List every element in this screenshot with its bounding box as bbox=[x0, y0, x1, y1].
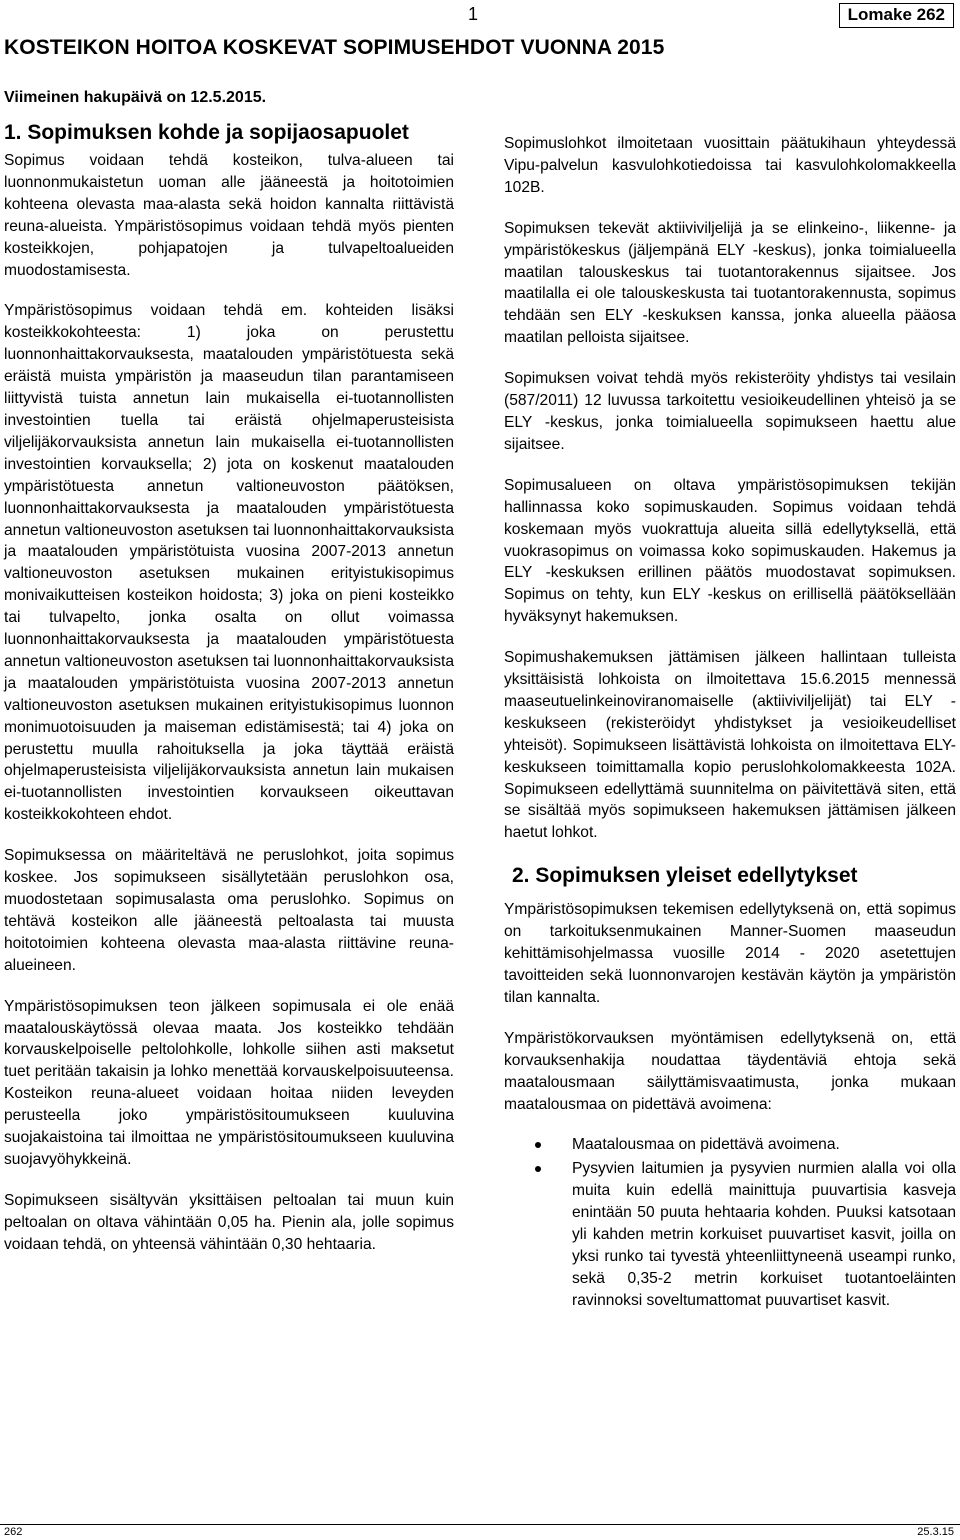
list-item: Maatalousmaa on pidettävä avoimena. bbox=[524, 1134, 956, 1156]
paragraph: Sopimukseen sisältyvän yksittäisen peltoalan tai muun kuin peltoalan on oltava vähintään 0,05 ha. Pienin ala, jolle sopimus voidaan tehdä, on yhteensä vähintään 0,30 hehtaaria. bbox=[4, 1191, 454, 1253]
page-number: 1 bbox=[468, 4, 479, 24]
right-column bbox=[504, 133, 956, 1314]
section-1-heading: 1. Sopimuksen kohde ja sopijaosapuolet bbox=[4, 121, 409, 144]
paragraph: Ympäristösopimuksen tekemisen edellytyksenä on, että sopimus on tarkoituksenmukainen Manner-Suomen maaseudun kehittämisohjelmassa vuosille 2014 - 2020 asetettujen tavoitteiden sekä luonnonvarojen kestävän käytön ja ympäristön tilan kannalta. bbox=[504, 901, 956, 1006]
left-column bbox=[4, 120, 454, 1275]
paragraph: Sopimusalueen on oltava ympäristösopimuksen tekijän hallinnassa koko sopimuskauden. Sopimus voidaan tehdä koskemaan myös vuokrattuja alueita sillä edellytyksellä, että vuokrasopimus on voimassa koko sopimuskauden. Hakemus ja ELY -keskuksen erillinen päätös muodostavat sopimuksen. Sopimus on tehty, kun ELY -keskus on erillisellä päätöksellään hyväksynyt hakemuksen. bbox=[504, 476, 956, 626]
paragraph: Sopimus voidaan tehdä kosteikon, tulva-alueen tai luonnonmukaistetun uoman alle jääneestä ja hoitotoimien kohteena olevasta maa-alasta sekä hoidon kannalta riittävistä reuna-alueista. Ympäristösopimus voidaan tehdä myös pienten kosteikkojen, pohjapatojen ja tulvapeltoalueiden muodostamisesta. bbox=[4, 152, 454, 279]
footer-form-number: 262 bbox=[4, 1526, 23, 1538]
last-application-date: Viimeinen hakupäivä on 12.5.2015. bbox=[4, 89, 267, 106]
document-title: KOSTEIKON HOITOA KOSKEVAT SOPIMUSEHDOT VUONNA 2015 bbox=[4, 36, 665, 59]
paragraph: Ympäristösopimuksen teon jälkeen sopimusala ei ole enää maatalouskäytössä olevaa maata. Jos kosteikko tehdään korvauskelpoiselle peltolohkolle, lohkolle siihen asti maksetut tuet peritään takaisin ja lohko menettää korvauskelpoisuuteensa. Kosteikon reuna-alueet voidaan hoitaa niiden leveyden perusteella joko ympäristösitoumukseen kuuluvina suojakaistoina tai ilmoittaa ne ympäristösitoumukseen kuuluvina suojavyöhykkeinä. bbox=[4, 997, 454, 1168]
section-2-heading: 2. Sopimuksen yleiset edellytykset bbox=[512, 864, 858, 888]
paragraph: Sopimuksen voivat tehdä myös rekisteröity yhdistys tai vesilain (587/2011) 12 luvussa tarkoitettu vesioikeudellinen yhteisö ja se ELY -keskus, jonka toimialueella sopimukseen haettu alue sijaitsee. bbox=[504, 370, 956, 453]
paragraph: Sopimushakemuksen jättämisen jälkeen hallintaan tulleista yksittäisistä lohkoista on ilmoitettava 15.6.2015 mennessä maaseutuelinkeinoviranomaiselle (aktiiviviljelijät) tai ELY -keskukseen (rekisteröidyt yhdistykset ja vesioikeudelliset yhteisöt). Sopimukseen lisättävistä lohkoista on ilmoitettava ELY-keskukseen toimittamalla kopio peruslohkolomakkeesta 102A. Sopimukseen edellyttämä suunnitelma on päivitettävä siten, että se sisältää myös sopimukseen hakemuksen jättämisen jälkeen haetut lohkot. bbox=[504, 649, 956, 842]
paragraph: Sopimuksessa on määriteltävä ne peruslohkot, joita sopimus koskee. Jos sopimukseen sisällytetään peruslohkon osa, muodostetaan sopimusalasta oma peruslohko. Sopimus on tehtävä kosteikon alle jääneestä peltoalasta tai muusta hoitotoimien kohteena olevasta maa-alasta riittävine reuna-alueineen. bbox=[4, 847, 454, 974]
paragraph: Sopimuksen tekevät aktiiviviljelijä ja se elinkeino-, liikenne- ja ympäristökeskus (jäljempänä ELY -keskus), jonka toimialueella maatilan talouskeskus tai tuotantorakennus sijaitsee. Jos maatilalla ei ole talouskeskusta tai tuotantorakennusta, sopimus tehdään sen ELY -keskuksen kanssa, jonka alueella pääosa maatilan pelloista sijaitsee. bbox=[504, 219, 956, 347]
paragraph: Ympäristökorvauksen myöntämisen edellytyksenä on, että korvauksenhakija noudattaa täydentäviä ehtoja sekä maatalousmaan säilyttämisvaatimusta, jonka mukaan maatalousmaa on pidettävä avoimena: bbox=[504, 1029, 956, 1113]
footer-date: 25.3.15 bbox=[917, 1526, 954, 1538]
form-label-box: Lomake 262 bbox=[839, 3, 954, 28]
paragraph: Sopimuslohkot ilmoitetaan vuosittain päätukihaun yhteydessä Vipu-palvelun kasvulohkotiedoissa tai kasvulohkolomakkeella 102B. bbox=[504, 135, 956, 196]
footer-divider bbox=[0, 1524, 960, 1525]
paragraph: Ympäristösopimus voidaan tehdä em. kohteiden lisäksi kosteikkokohteesta: 1) joka on perustettu luonnonhaittakorvauksesta, maatalouden ympäristötuesta sekä eräistä muista ympäristön ja maaseudun tilan parantamiseen liittyvistä tuista annetun lain mukaisella ei-tuotannollisten investointien tuella tai eräistä ohjelmaperusteisista viljelijäkorvauksista annetun lain mukaisella ei-tuotannollisten investointien korvauksella; 2) jota on koskenut maatalouden ympäristötuesta annetun valtioneuvoston päätöksen, luonnonhaittakorvauksesta ja maatalouden ympäristötuesta annetun valtioneuvoston asetuksen tai luonnonhaittakorvauksista ja maatalouden ympäristötuista vuosina 2007-2013 annetun valtioneuvoston asetuksen mukainen erityistukisopimus monivaikutteisen kosteikon hoidosta; 3) joka on pieni kosteikko tai tulvapelto, jonka osalta on ollut voimassa luonnonhaittakorvauksesta ja maatalouden ympäristötuesta annetun valtioneuvoston asetuksen tai luonnonhaittakorvauksista ja maatalouden ympäristötuista vuosina 2007-2013 annetun valtioneuvoston asetuksen mukainen erityistukisopimus luonnon monimuotoisuuden ja maiseman edistämisestä; tai 4) joka on perustettu muulla rahoituksella ja joka täyttää eräistä ohjelmaperusteisista viljelijäkorvauksista annetun lain mukaisen ei-tuotannollisten investointien korvaukseen oikeuttavan kosteikkokohteen ehdot. bbox=[4, 302, 454, 824]
list-item: Pysyvien laitumien ja pysyvien nurmien alalla voi olla muita kuin edellä mainittuja puuvartisia kasveja enintään 50 puuta hehtaaria kohden. Puuksi katsotaan yli kahden metrin korkuiset puuvartiset kasvit, joilla on yksi runko tai tyvestä yhteenliittyneenä useampi runko, sekä 0,35-2 metrin korkuiset tuotantoeläinten ravinnoksi soveltumattomat puuvartiset kasvit. bbox=[524, 1158, 956, 1311]
requirements-list bbox=[504, 1134, 956, 1311]
